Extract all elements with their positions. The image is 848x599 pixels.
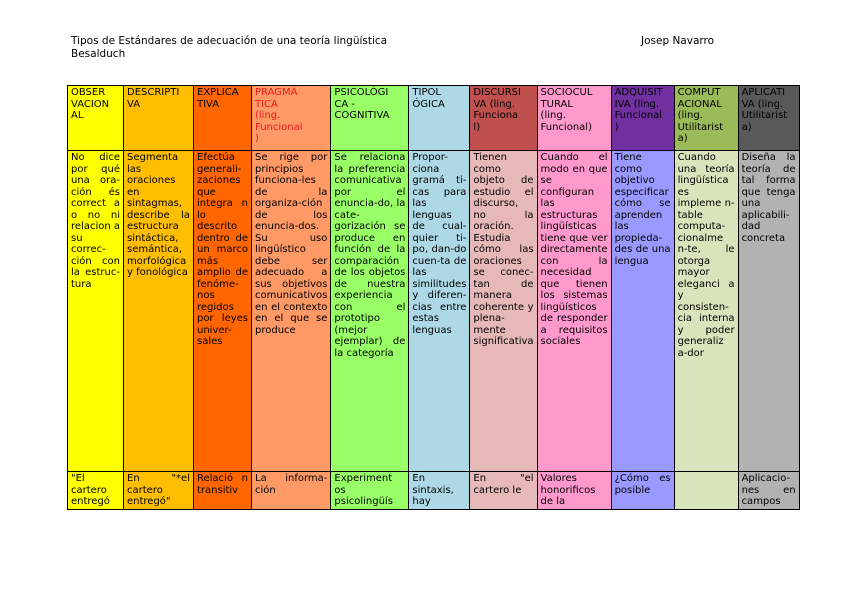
document-title [71,35,387,61]
column-description: Se relaciona la preferencia comunicativa por el enuncia-do, la cate-gorización se produce en función de la comparación de los objetos de nuestra experiencia con el prototipo (mejor ejemplar) de la categoría [331,151,409,472]
column-example: ¿Cómo es posible [611,472,674,510]
column-description: Se rige por principios funciona-les de la organiza-ción de los enuncia-dos. Su uso lingüístico debe ser adecuado a sus objetivos comunicativos en el contexto en el que se produce [252,151,331,472]
standards-table [67,85,800,510]
column-heading: DESCRIPTI VA [124,86,194,151]
author-surname: Besalduch [71,48,126,60]
column-heading: OBSER VACION AL [68,86,124,151]
column-heading: PRAGMÁ TICA (ling. Funcional ) [252,86,331,151]
column-heading: PSICOLÓGI CA - COGNITIVA [331,86,409,151]
column-description: Segmenta las oraciones en sintagmas, describe la estructura sintáctica, semántica, morfológica y fonológica [124,151,194,472]
column-heading: SOCIOCUL TURAL (ling. Funcional) [537,86,611,151]
column-description: Diseña la teoría de tal forma que tenga una aplicabili-dad concreta [738,151,799,472]
column-description: Cuando el modo en que se configuran las estructuras lingüísticas tiene que ver directamente con la necesidad que tienen los sistemas lingüísticos de responder a requisitos sociales [537,151,611,472]
column-description: Tiene como objetivo especificar cómo se aprenden las propieda-des de una lengua [611,151,674,472]
column-example: En "el cartero le [470,472,537,510]
column-example [674,472,738,510]
column-heading: DISCURSI VA (ling. Funciona l) [470,86,537,151]
column-example: En sintaxis, hay [409,472,470,510]
column-example: En "*el cartero entregó" [124,472,194,510]
column-heading: EXPLICA TIVA [194,86,252,151]
column-heading: TIPOL ÓGICA [409,86,470,151]
author-name: Josep Navarro [641,35,715,47]
example-row [68,472,800,510]
column-heading: COMPUT ACIONAL (ling. Utilitarist a) [674,86,738,151]
column-description: Tienen como objeto de estudio el discurso, no la oración. Estudia cómo las oraciones se conec-tan de manera coherente y plena-mente significativa [470,151,537,472]
column-description: Efectúa generali-zaciones que integra n lo descrito dentro de un marco más amplio de fenóme-nos regidos por leyes univer-sales [194,151,252,472]
column-example: Relació n transitiv [194,472,252,510]
header-row [68,86,800,151]
column-heading: APLICATI VA (ling. Utilitarist a) [738,86,799,151]
column-example: Experiment os psicolingüís [331,472,409,510]
description-row [68,151,800,472]
column-description: Propor-ciona gramá ti-cas para las lenguas de cual-quier ti-po, dan-do cuen-ta de las similitudes y diferen-cias entre estas lenguas [409,151,470,472]
title-text: Tipos de Estándares de adecuación de una teoría lingüística [71,35,388,47]
column-description: Cuando una teoría lingüística es impleme n-table computa-cionalme n-te, le otorga mayor eleganci a y consisten-cia interna y poder generaliz a-dor [674,151,738,472]
column-example: La informa-ción [252,472,331,510]
column-example: Valores honorificos de la [537,472,611,510]
column-example: Aplicacio-nes en campos [738,472,799,510]
column-description: No dice por qué una ora-ción és correct a o no ni relacion a su correc-ción con la estruc-tura [68,151,124,472]
column-example: "El cartero entregó [68,472,124,510]
column-heading: ADQUISIT IVA (ling. Funcional ) [611,86,674,151]
